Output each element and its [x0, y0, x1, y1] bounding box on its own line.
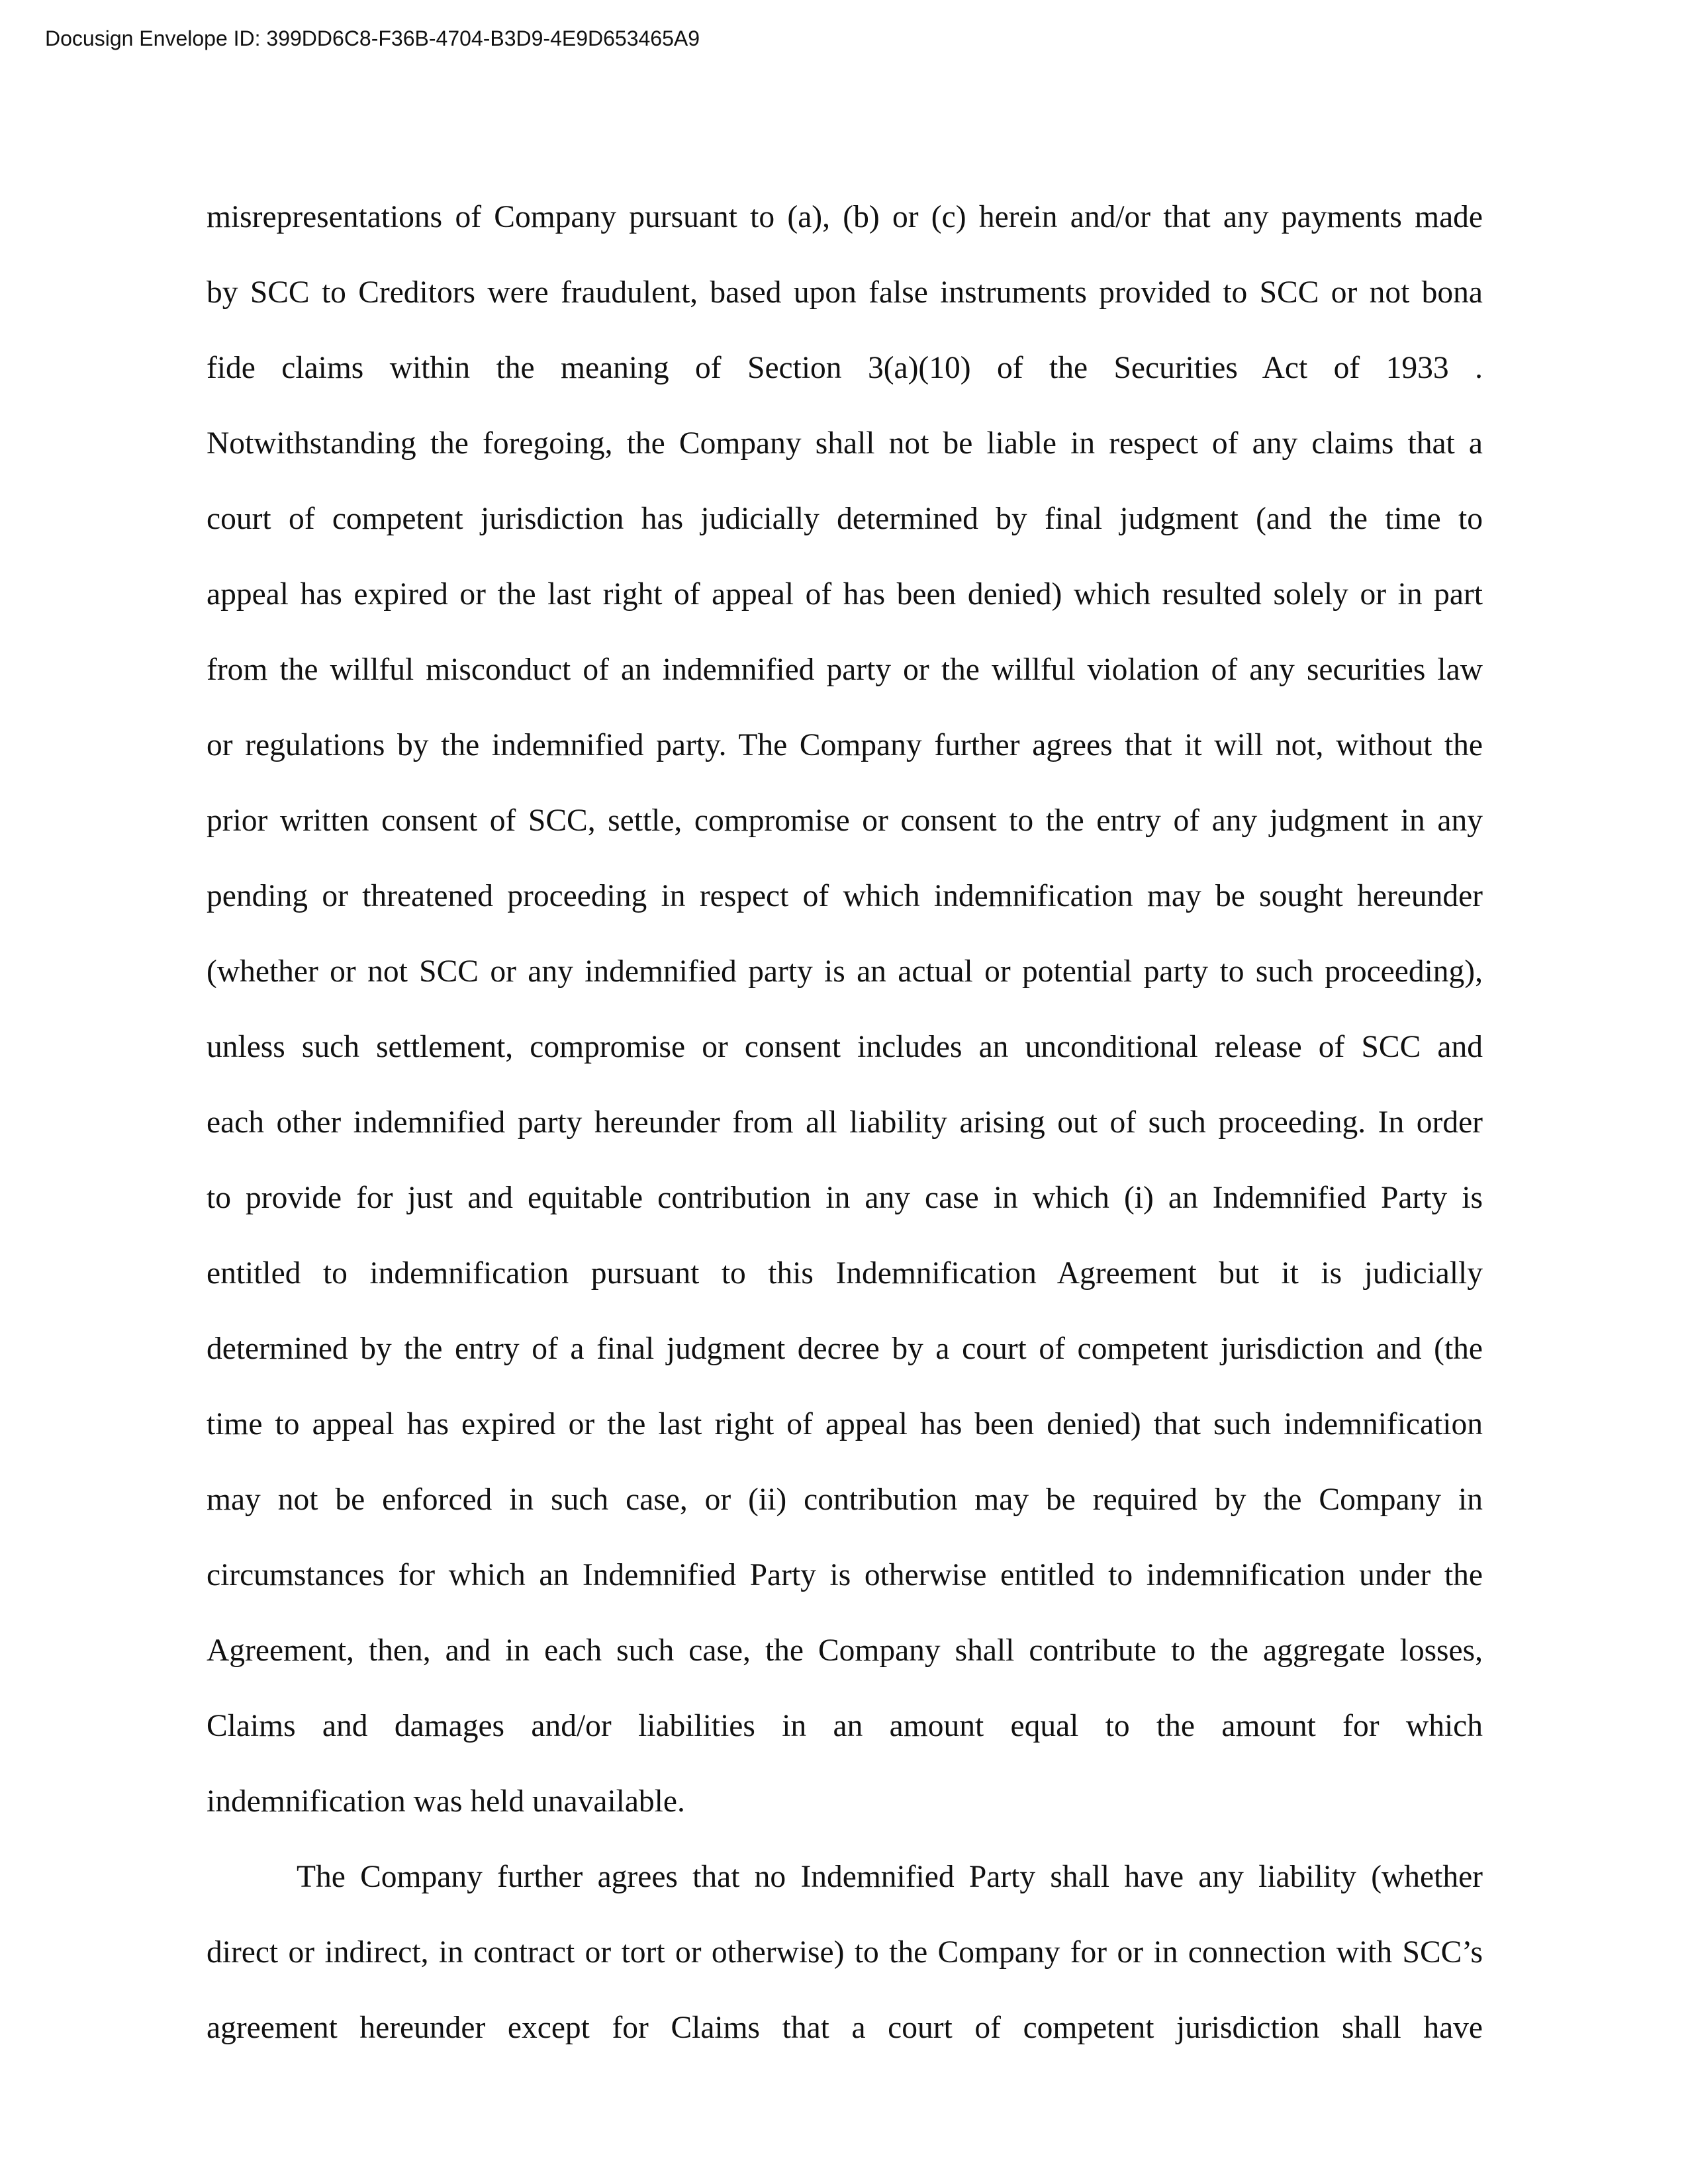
body-line: from the willful misconduct of an indemnified party or the willful violation of any securities law	[207, 653, 1483, 687]
body-line: by SCC to Creditors were fraudulent, based upon false instruments provided to SCC or not bona	[207, 275, 1483, 310]
body-line: may not be enforced in such case, or (ii) contribution may be required by the Company in	[207, 1482, 1483, 1517]
body-line: to provide for just and equitable contribution in any case in which (i) an Indemnified Party is	[207, 1181, 1483, 1215]
body-line: Notwithstanding the foregoing, the Company shall not be liable in respect of any claims that a	[207, 426, 1483, 461]
body-line: (whether or not SCC or any indemnified party is an actual or potential party to such proceeding),	[207, 954, 1483, 989]
body-line: direct or indirect, in contract or tort or otherwise) to the Company for or in connection with SCC’s	[207, 1935, 1483, 1970]
body-line-paragraph-start: The Company further agrees that no Indemnified Party shall have any liability (whether	[297, 1860, 1483, 1894]
body-line: or regulations by the indemnified party. The Company further agrees that it will not, without the	[207, 728, 1483, 762]
body-line: determined by the entry of a final judgment decree by a court of competent jurisdiction and (the	[207, 1332, 1483, 1366]
body-line: indemnification was held unavailable.	[207, 1784, 685, 1819]
body-line: Agreement, then, and in each such case, the Company shall contribute to the aggregate losses,	[207, 1633, 1483, 1668]
body-line: each other indemnified party hereunder from all liability arising out of such proceeding. In order	[207, 1105, 1483, 1140]
body-line: fide claims within the meaning of Section 3(a)(10) of the Securities Act of 1933 .	[207, 351, 1483, 385]
body-line: appeal has expired or the last right of appeal of has been denied) which resulted solely or in part	[207, 577, 1483, 612]
body-line: entitled to indemnification pursuant to this Indemnification Agreement but it is judicially	[207, 1256, 1483, 1291]
body-line: time to appeal has expired or the last right of appeal has been denied) that such indemnification	[207, 1407, 1483, 1441]
body-line: agreement hereunder except for Claims that a court of competent jurisdiction shall have	[207, 2011, 1483, 2045]
body-line: pending or threatened proceeding in respect of which indemnification may be sought hereunder	[207, 879, 1483, 913]
body-line: prior written consent of SCC, settle, compromise or consent to the entry of any judgment in any	[207, 803, 1483, 838]
body-line: Claims and damages and/or liabilities in an amount equal to the amount for which	[207, 1709, 1483, 1743]
body-line: unless such settlement, compromise or consent includes an unconditional release of SCC and	[207, 1030, 1483, 1064]
body-line: court of competent jurisdiction has judicially determined by final judgment (and the time to	[207, 502, 1483, 536]
envelope-id-header: Docusign Envelope ID: 399DD6C8-F36B-4704-B3D9-4E9D653465A9	[45, 26, 700, 50]
body-line: circumstances for which an Indemnified Party is otherwise entitled to indemnification under the	[207, 1558, 1483, 1592]
body-line: misrepresentations of Company pursuant to (a), (b) or (c) herein and/or that any payments made	[207, 200, 1483, 234]
